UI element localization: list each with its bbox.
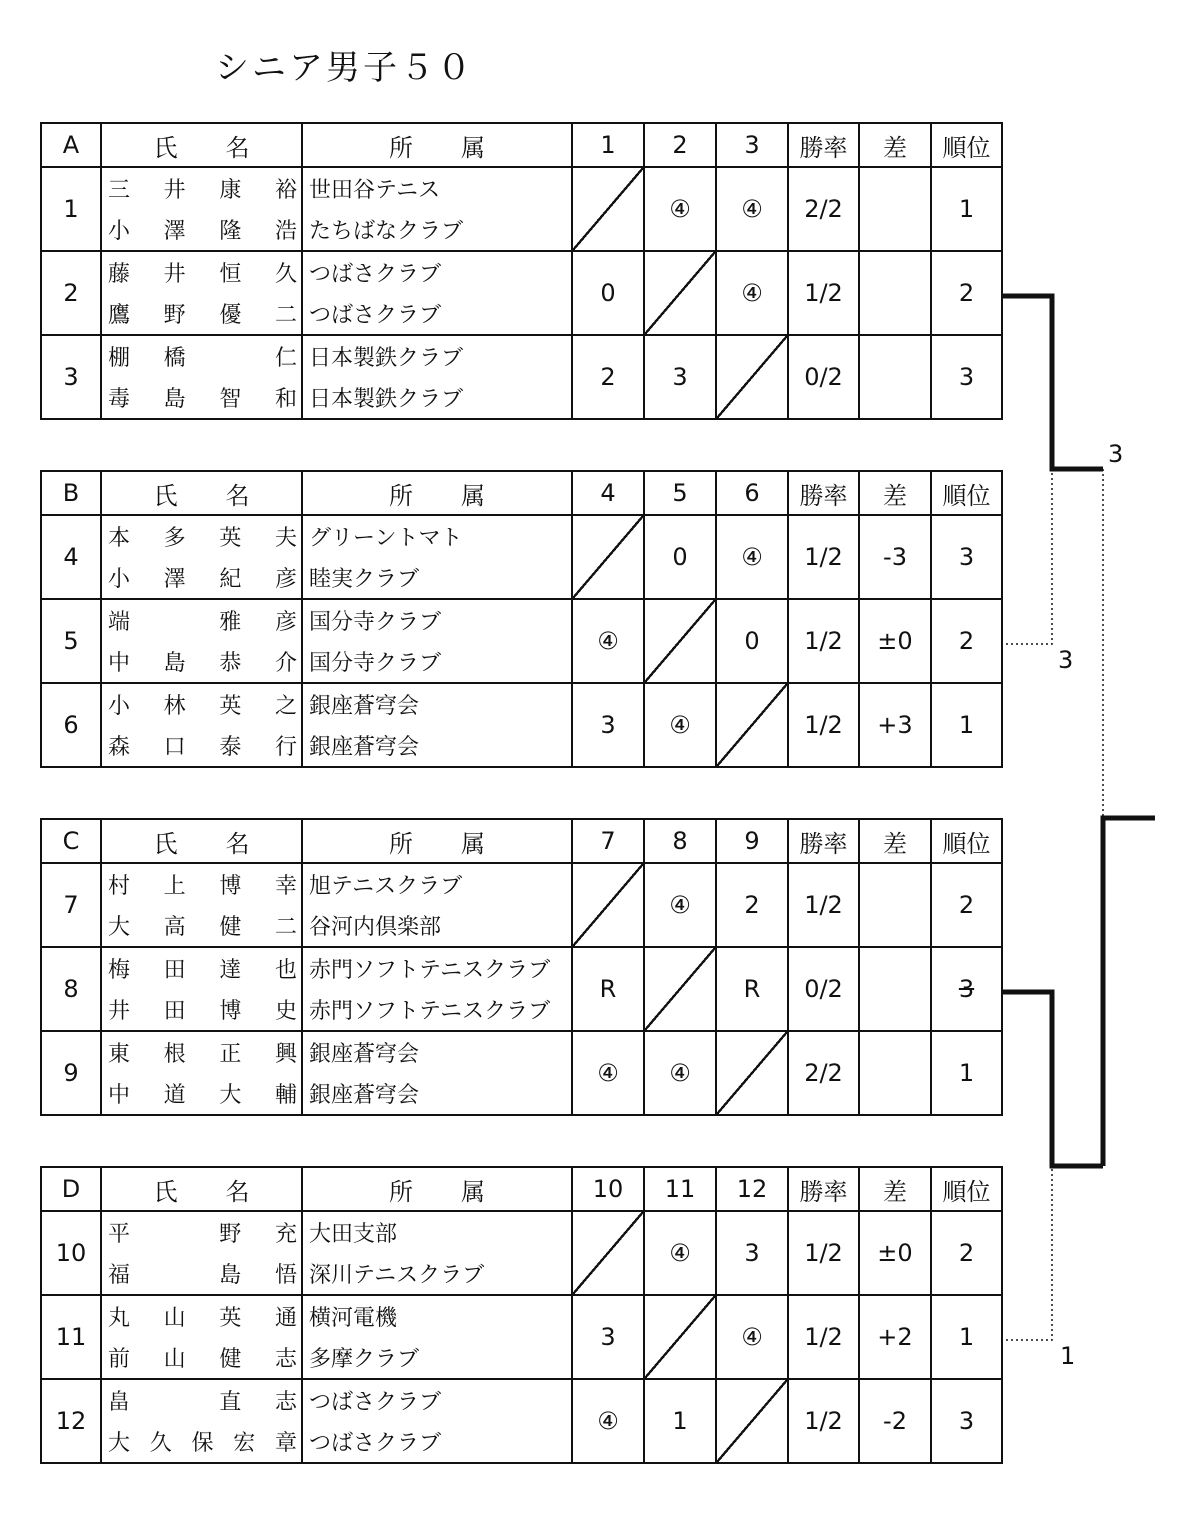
match-result: ④ xyxy=(572,1031,644,1115)
player-name-char: 大 xyxy=(108,1431,131,1456)
group-letter: D xyxy=(41,1167,101,1211)
match-result: ④ xyxy=(644,683,716,767)
score-diff: -3 xyxy=(859,515,931,599)
player-name-char: 史 xyxy=(274,999,297,1024)
player-name-char: 泰 xyxy=(219,735,242,760)
player-name-char: 村 xyxy=(108,874,131,899)
header-win-rate: 勝率 xyxy=(788,819,859,863)
player-name-char: 志 xyxy=(274,1390,297,1415)
pair-number: 3 xyxy=(41,335,101,419)
club-name: 大田支部 xyxy=(309,1222,398,1247)
club-name: 国分寺クラブ xyxy=(309,610,442,635)
match-result: 2 xyxy=(716,863,788,947)
win-rate: 1/2 xyxy=(788,1211,859,1295)
player-name-char: 毒 xyxy=(108,387,131,412)
header-name: 氏 名 xyxy=(101,819,302,863)
club-name: つばさクラブ xyxy=(309,262,442,287)
rank: 3 xyxy=(931,515,1002,599)
match-result: 3 xyxy=(572,683,644,767)
rank: 3 xyxy=(931,1379,1002,1463)
player-name-char: 悟 xyxy=(274,1263,297,1288)
pair-number: 1 xyxy=(41,167,101,251)
player-name-char: 口 xyxy=(163,735,186,760)
player-name-char: 島 xyxy=(163,651,186,676)
player-name-char: 山 xyxy=(163,1347,186,1372)
player-name-char: 久 xyxy=(274,262,297,287)
player-name-char: 根 xyxy=(163,1042,186,1067)
match-result: 0 xyxy=(572,251,644,335)
match-result: 3 xyxy=(572,1295,644,1379)
header-rank: 順位 xyxy=(931,471,1002,515)
club-name: 睦実クラブ xyxy=(309,567,420,592)
player-name-char: 畠 xyxy=(108,1390,131,1415)
header-match-1: 4 xyxy=(572,471,644,515)
player-name-char: 英 xyxy=(219,526,242,551)
bracket-score-ab-top: 3 xyxy=(1108,440,1124,468)
header-match-3: 9 xyxy=(716,819,788,863)
player-name-char: 丸 xyxy=(108,1306,131,1331)
match-result: ④ xyxy=(716,1295,788,1379)
player-name-char: 林 xyxy=(163,694,186,719)
player-name-char: 大 xyxy=(219,1083,242,1108)
player-name-char: 東 xyxy=(108,1042,131,1067)
rank: 1 xyxy=(931,1031,1002,1115)
player-name-char: 島 xyxy=(219,1263,242,1288)
rank: 2 xyxy=(931,251,1002,335)
match-result: ④ xyxy=(644,167,716,251)
win-rate: 1/2 xyxy=(788,683,859,767)
player-name-char: 澤 xyxy=(163,567,186,592)
club-name: 赤門ソフトテニスクラブ xyxy=(309,999,551,1024)
header-diff: 差 xyxy=(859,471,931,515)
player-name-char: 端 xyxy=(108,610,131,635)
player-name-char: 充 xyxy=(274,1222,297,1247)
header-win-rate: 勝率 xyxy=(788,123,859,167)
win-rate: 1/2 xyxy=(788,1379,859,1463)
player-name-char: 田 xyxy=(163,999,186,1024)
player-name-char: 彦 xyxy=(274,567,297,592)
header-diff: 差 xyxy=(859,123,931,167)
player-name-char: 達 xyxy=(219,958,242,983)
player-name-char: 正 xyxy=(219,1042,242,1067)
club-name: グリーントマト xyxy=(309,526,463,551)
pair-number: 7 xyxy=(41,863,101,947)
player-name-char: 島 xyxy=(163,387,186,412)
header-diff: 差 xyxy=(859,819,931,863)
player-name-char: 章 xyxy=(274,1431,297,1456)
group-letter: A xyxy=(41,123,101,167)
player-name-char: 鷹 xyxy=(108,303,131,328)
club-name: 横河電機 xyxy=(309,1306,398,1331)
player-name-char: 梅 xyxy=(108,958,131,983)
player-name-char: 多 xyxy=(163,526,186,551)
bracket-line-b5 xyxy=(1001,469,1052,644)
header-win-rate: 勝率 xyxy=(788,1167,859,1211)
header-rank: 順位 xyxy=(931,819,1002,863)
player-name-char: 野 xyxy=(219,1222,242,1247)
player-name-char: 英 xyxy=(219,694,242,719)
win-rate: 1/2 xyxy=(788,863,859,947)
pair-number: 5 xyxy=(41,599,101,683)
header-match-3: 3 xyxy=(716,123,788,167)
rank: 1 xyxy=(931,1295,1002,1379)
club-name: 旭テニスクラブ xyxy=(309,874,463,899)
pair-number: 12 xyxy=(41,1379,101,1463)
player-name-char: 宏 xyxy=(233,1431,256,1456)
club-name: 国分寺クラブ xyxy=(309,651,442,676)
club-name: 銀座蒼穹会 xyxy=(309,735,420,760)
player-name-char: 大 xyxy=(108,915,131,940)
player-name-char: 中 xyxy=(108,651,131,676)
win-rate: 1/2 xyxy=(788,1295,859,1379)
player-name-char: 恒 xyxy=(219,262,242,287)
player-name-char: 仁 xyxy=(274,346,297,371)
bracket-score-cd: 1 xyxy=(1060,1342,1076,1370)
header-match-3: 6 xyxy=(716,471,788,515)
pair-number: 2 xyxy=(41,251,101,335)
player-name-char: 井 xyxy=(108,999,131,1024)
header-match-2: 2 xyxy=(644,123,716,167)
score-diff: +3 xyxy=(859,683,931,767)
club-name: 銀座蒼穹会 xyxy=(309,694,420,719)
player-name-char: 興 xyxy=(274,1042,297,1067)
header-match-1: 7 xyxy=(572,819,644,863)
group-letter: C xyxy=(41,819,101,863)
player-name-char: 澤 xyxy=(163,219,186,244)
pair-number: 9 xyxy=(41,1031,101,1115)
player-name-char: 高 xyxy=(163,915,186,940)
rank: 3 xyxy=(931,947,1002,1031)
player-name-char: 二 xyxy=(274,915,297,940)
header-club: 所 属 xyxy=(302,123,572,167)
player-name-char: 福 xyxy=(108,1263,131,1288)
club-name: 深川テニスクラブ xyxy=(309,1263,485,1288)
player-name-char: 本 xyxy=(108,526,131,551)
win-rate: 2/2 xyxy=(788,167,859,251)
match-result: ④ xyxy=(716,167,788,251)
club-name: つばさクラブ xyxy=(309,1390,442,1415)
player-name-char: 之 xyxy=(274,694,297,719)
score-diff: ±0 xyxy=(859,1211,931,1295)
score-diff: -2 xyxy=(859,1379,931,1463)
player-name-char: 夫 xyxy=(274,526,297,551)
player-name-char: 野 xyxy=(163,303,186,328)
player-name-char: 通 xyxy=(274,1306,297,1331)
pair-number: 10 xyxy=(41,1211,101,1295)
pair-number: 11 xyxy=(41,1295,101,1379)
club-name: たちばなクラブ xyxy=(309,219,464,244)
match-result: R xyxy=(716,947,788,1031)
win-rate: 0/2 xyxy=(788,947,859,1031)
header-match-1: 10 xyxy=(572,1167,644,1211)
match-result: ④ xyxy=(644,1211,716,1295)
score-diff: +2 xyxy=(859,1295,931,1379)
player-name-char: 上 xyxy=(163,874,186,899)
player-name-char: 小 xyxy=(108,219,131,244)
header-match-2: 5 xyxy=(644,471,716,515)
club-name: 赤門ソフトテニスクラブ xyxy=(309,958,551,983)
player-name-char: 介 xyxy=(274,651,297,676)
header-rank: 順位 xyxy=(931,123,1002,167)
header-club: 所 属 xyxy=(302,1167,572,1211)
club-name: 谷河内倶楽部 xyxy=(309,915,442,940)
player-name-char: 健 xyxy=(219,915,242,940)
player-name-char: 康 xyxy=(219,178,242,203)
player-name-char: 輔 xyxy=(274,1083,297,1108)
club-name: 世田谷テニス xyxy=(309,178,441,203)
club-name: 日本製鉄クラブ xyxy=(309,387,464,412)
player-name-char: 英 xyxy=(219,1306,242,1331)
player-name-char: 小 xyxy=(108,567,131,592)
rank: 1 xyxy=(931,683,1002,767)
header-name: 氏 名 xyxy=(101,471,302,515)
header-name: 氏 名 xyxy=(101,1167,302,1211)
score-diff: ±0 xyxy=(859,599,931,683)
win-rate: 0/2 xyxy=(788,335,859,419)
bracket-line-c8 xyxy=(1001,992,1103,1166)
rank: 3 xyxy=(931,335,1002,419)
player-name-char: 三 xyxy=(108,178,131,203)
bracket-line-final-lower xyxy=(1103,818,1155,1166)
rank: 1 xyxy=(931,167,1002,251)
player-name-char: 保 xyxy=(191,1431,214,1456)
club-name: つばさクラブ xyxy=(309,303,442,328)
pair-number: 6 xyxy=(41,683,101,767)
player-name-char: 行 xyxy=(274,735,297,760)
player-name-char: 前 xyxy=(108,1347,131,1372)
match-result: 1 xyxy=(644,1379,716,1463)
player-name-char: 優 xyxy=(219,303,242,328)
player-name-char: 裕 xyxy=(274,178,297,203)
club-name: 銀座蒼穹会 xyxy=(309,1083,420,1108)
player-name-char: 博 xyxy=(219,874,242,899)
player-name-char: 隆 xyxy=(219,219,242,244)
header-match-1: 1 xyxy=(572,123,644,167)
pair-number: 8 xyxy=(41,947,101,1031)
win-rate: 2/2 xyxy=(788,1031,859,1115)
player-name-char: 彦 xyxy=(274,610,297,635)
pair-number: 4 xyxy=(41,515,101,599)
header-name: 氏 名 xyxy=(101,123,302,167)
match-result: ④ xyxy=(572,599,644,683)
player-name-char: 恭 xyxy=(219,651,242,676)
player-name-char: 田 xyxy=(163,958,186,983)
club-name: つばさクラブ xyxy=(309,1431,442,1456)
match-result: ④ xyxy=(644,1031,716,1115)
player-name-char: 中 xyxy=(108,1083,131,1108)
player-name-char: 也 xyxy=(274,958,297,983)
player-name-char: 久 xyxy=(149,1431,172,1456)
header-diff: 差 xyxy=(859,1167,931,1211)
win-rate: 1/2 xyxy=(788,515,859,599)
player-name-char: 直 xyxy=(219,1390,242,1415)
page-title: シニア男子５０ xyxy=(215,48,474,88)
player-name-char: 二 xyxy=(274,303,297,328)
player-name-char: 博 xyxy=(219,999,242,1024)
match-result: ④ xyxy=(572,1379,644,1463)
match-result: R xyxy=(572,947,644,1031)
player-name-char: 紀 xyxy=(219,567,242,592)
match-result: ④ xyxy=(644,863,716,947)
match-result: 3 xyxy=(644,335,716,419)
club-name: 日本製鉄クラブ xyxy=(309,346,464,371)
rank: 2 xyxy=(931,599,1002,683)
header-match-2: 11 xyxy=(644,1167,716,1211)
win-rate: 1/2 xyxy=(788,599,859,683)
player-name-char: 藤 xyxy=(108,262,131,287)
bracket-line-a2 xyxy=(1001,296,1103,469)
player-name-char: 浩 xyxy=(274,219,297,244)
player-name-char: 井 xyxy=(163,262,186,287)
player-name-char: 志 xyxy=(274,1347,297,1372)
header-rank: 順位 xyxy=(931,1167,1002,1211)
rank: 2 xyxy=(931,863,1002,947)
player-name-char: 道 xyxy=(163,1083,186,1108)
player-name-char: 棚 xyxy=(108,346,131,371)
bracket-score-ab-bottom: 3 xyxy=(1058,646,1074,674)
header-win-rate: 勝率 xyxy=(788,471,859,515)
player-name-char: 平 xyxy=(108,1222,131,1247)
player-name-char: 井 xyxy=(163,178,186,203)
player-name-char: 橋 xyxy=(163,346,186,371)
player-name-char: 山 xyxy=(163,1306,186,1331)
match-result: 0 xyxy=(716,599,788,683)
club-name: 銀座蒼穹会 xyxy=(309,1042,420,1067)
match-result: ④ xyxy=(716,251,788,335)
match-result: 2 xyxy=(572,335,644,419)
player-name-char: 小 xyxy=(108,694,131,719)
group-letter: B xyxy=(41,471,101,515)
match-result: 3 xyxy=(716,1211,788,1295)
player-name-char: 森 xyxy=(108,735,131,760)
header-club: 所 属 xyxy=(302,819,572,863)
match-result: ④ xyxy=(716,515,788,599)
header-match-3: 12 xyxy=(716,1167,788,1211)
bracket-line-d11 xyxy=(1001,1166,1052,1340)
club-name: 多摩クラブ xyxy=(309,1347,420,1372)
header-match-2: 8 xyxy=(644,819,716,863)
header-club: 所 属 xyxy=(302,471,572,515)
player-name-char: 和 xyxy=(274,387,297,412)
player-name-char: 健 xyxy=(219,1347,242,1372)
player-name-char: 智 xyxy=(219,387,242,412)
win-rate: 1/2 xyxy=(788,251,859,335)
player-name-char: 幸 xyxy=(274,874,297,899)
rank: 2 xyxy=(931,1211,1002,1295)
match-result: 0 xyxy=(644,515,716,599)
player-name-char: 雅 xyxy=(219,610,242,635)
